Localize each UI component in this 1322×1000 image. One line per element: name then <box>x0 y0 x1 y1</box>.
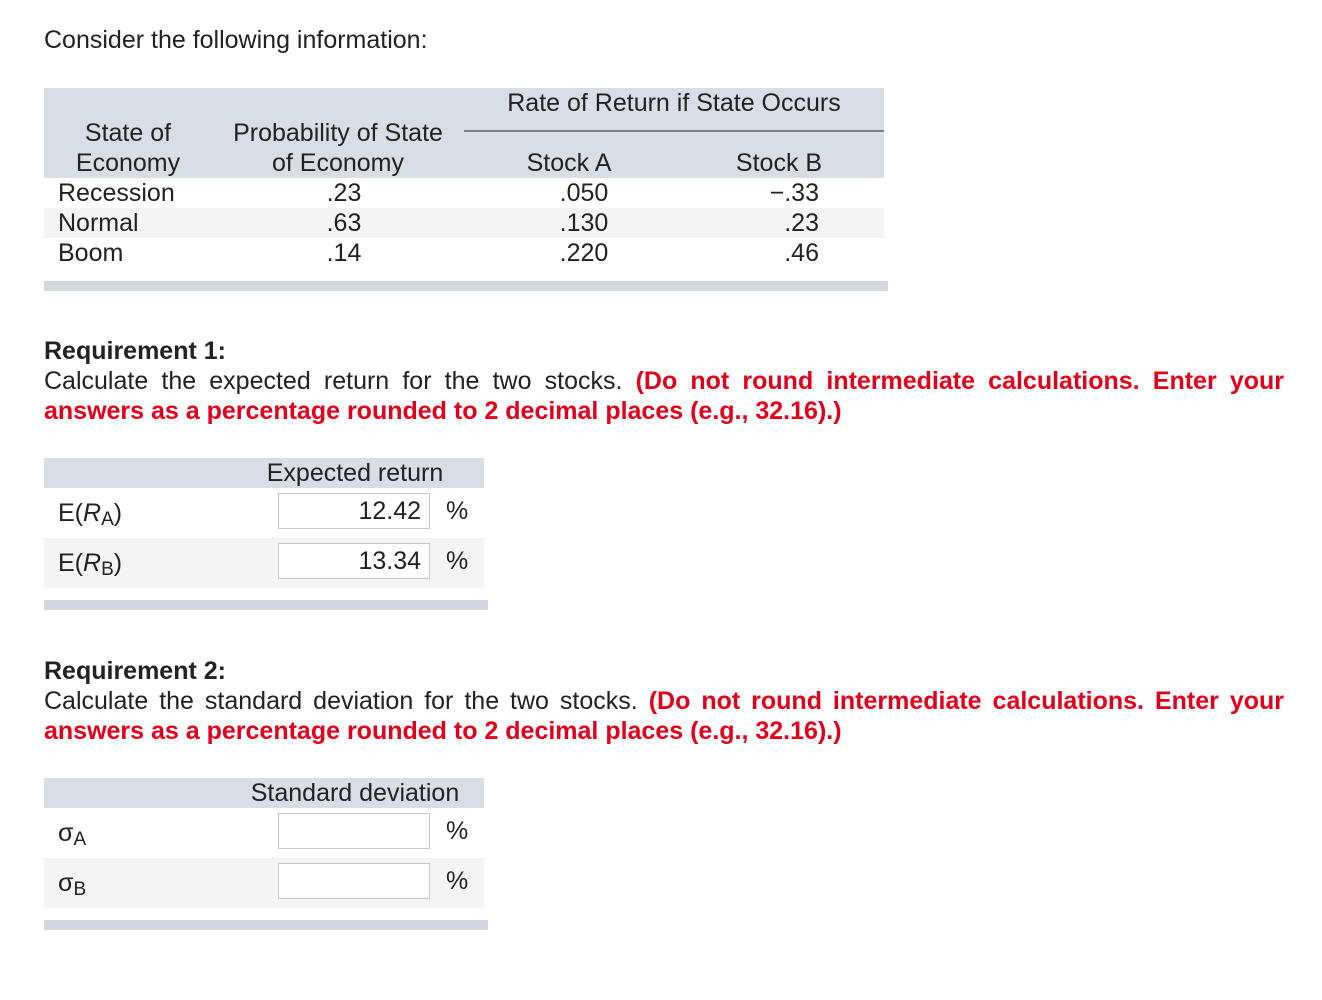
percent-unit: % <box>446 547 469 575</box>
row-prob: .63 <box>326 209 362 237</box>
row-stock-b: .23 <box>784 209 819 237</box>
percent-unit: % <box>446 867 469 895</box>
requirement-2-instruction: (Do not round intermediate calculations. Enter your answers as a percentage rounded to 2 decimal places (e.g., 32.16).) <box>44 687 1284 745</box>
col-state-line1: State of <box>84 119 172 147</box>
row-state: Normal <box>58 209 139 237</box>
er-b-label: $E(R_B)$ <box>58 549 123 580</box>
requirement-2 <box>44 656 1284 746</box>
sd-b-label: $\sigma_B$ <box>58 869 87 900</box>
requirement-1 <box>44 336 1284 426</box>
row-state: Recession <box>58 179 175 207</box>
requirement-2-body <box>44 686 1284 746</box>
percent-unit: % <box>446 497 469 525</box>
row-stock-a: .130 <box>559 209 609 237</box>
group-header-rule <box>464 130 884 132</box>
row-prob: .14 <box>326 239 362 267</box>
row-stock-a: .050 <box>559 179 609 207</box>
col-stock-a: Stock A <box>526 149 612 177</box>
requirement-2-text: Calculate the standard deviation for the two stocks. <box>44 687 638 715</box>
requirement-2-title: Requirement 2: <box>44 657 226 685</box>
expected-return-b-input[interactable] <box>278 543 430 579</box>
col-prob-line1: Probability of State <box>233 119 443 147</box>
percent-unit: % <box>446 817 469 845</box>
expected-return-a-input[interactable] <box>278 493 430 529</box>
table-bottom-bar <box>44 600 488 610</box>
sd-a-label: $\sigma_A$ <box>58 819 87 850</box>
std-dev-b-input[interactable] <box>278 863 430 899</box>
row-stock-b: −.33 <box>769 179 819 207</box>
row-stock-a: .220 <box>559 239 609 267</box>
requirement-1-title: Requirement 1: <box>44 337 226 365</box>
col-state-line2: Economy <box>75 149 181 177</box>
std-dev-a-input[interactable] <box>278 813 430 849</box>
standard-deviation-header: Standard deviation <box>250 779 460 807</box>
table-bottom-bar <box>44 920 488 930</box>
requirement-1-text: Calculate the expected return for the two stocks. <box>44 367 623 395</box>
table-bottom-bar <box>44 281 888 291</box>
col-prob-line2: of Economy <box>271 149 404 177</box>
row-prob: .23 <box>326 179 362 207</box>
row-state: Boom <box>58 239 124 267</box>
requirement-1-instruction: (Do not round intermediate calculations. Enter your answers as a percentage rounded to 2 decimal places (e.g., 32.16).) <box>44 367 1285 425</box>
expected-return-header: Expected return <box>266 459 444 487</box>
er-a-label: $E(R_A)$ <box>58 499 123 530</box>
group-header: Rate of Return if State Occurs <box>507 89 841 117</box>
row-stock-b: .46 <box>784 239 819 267</box>
requirement-1-body <box>44 366 1284 426</box>
col-stock-b: Stock B <box>735 149 823 177</box>
intro-text: Consider the following information: <box>44 26 428 54</box>
